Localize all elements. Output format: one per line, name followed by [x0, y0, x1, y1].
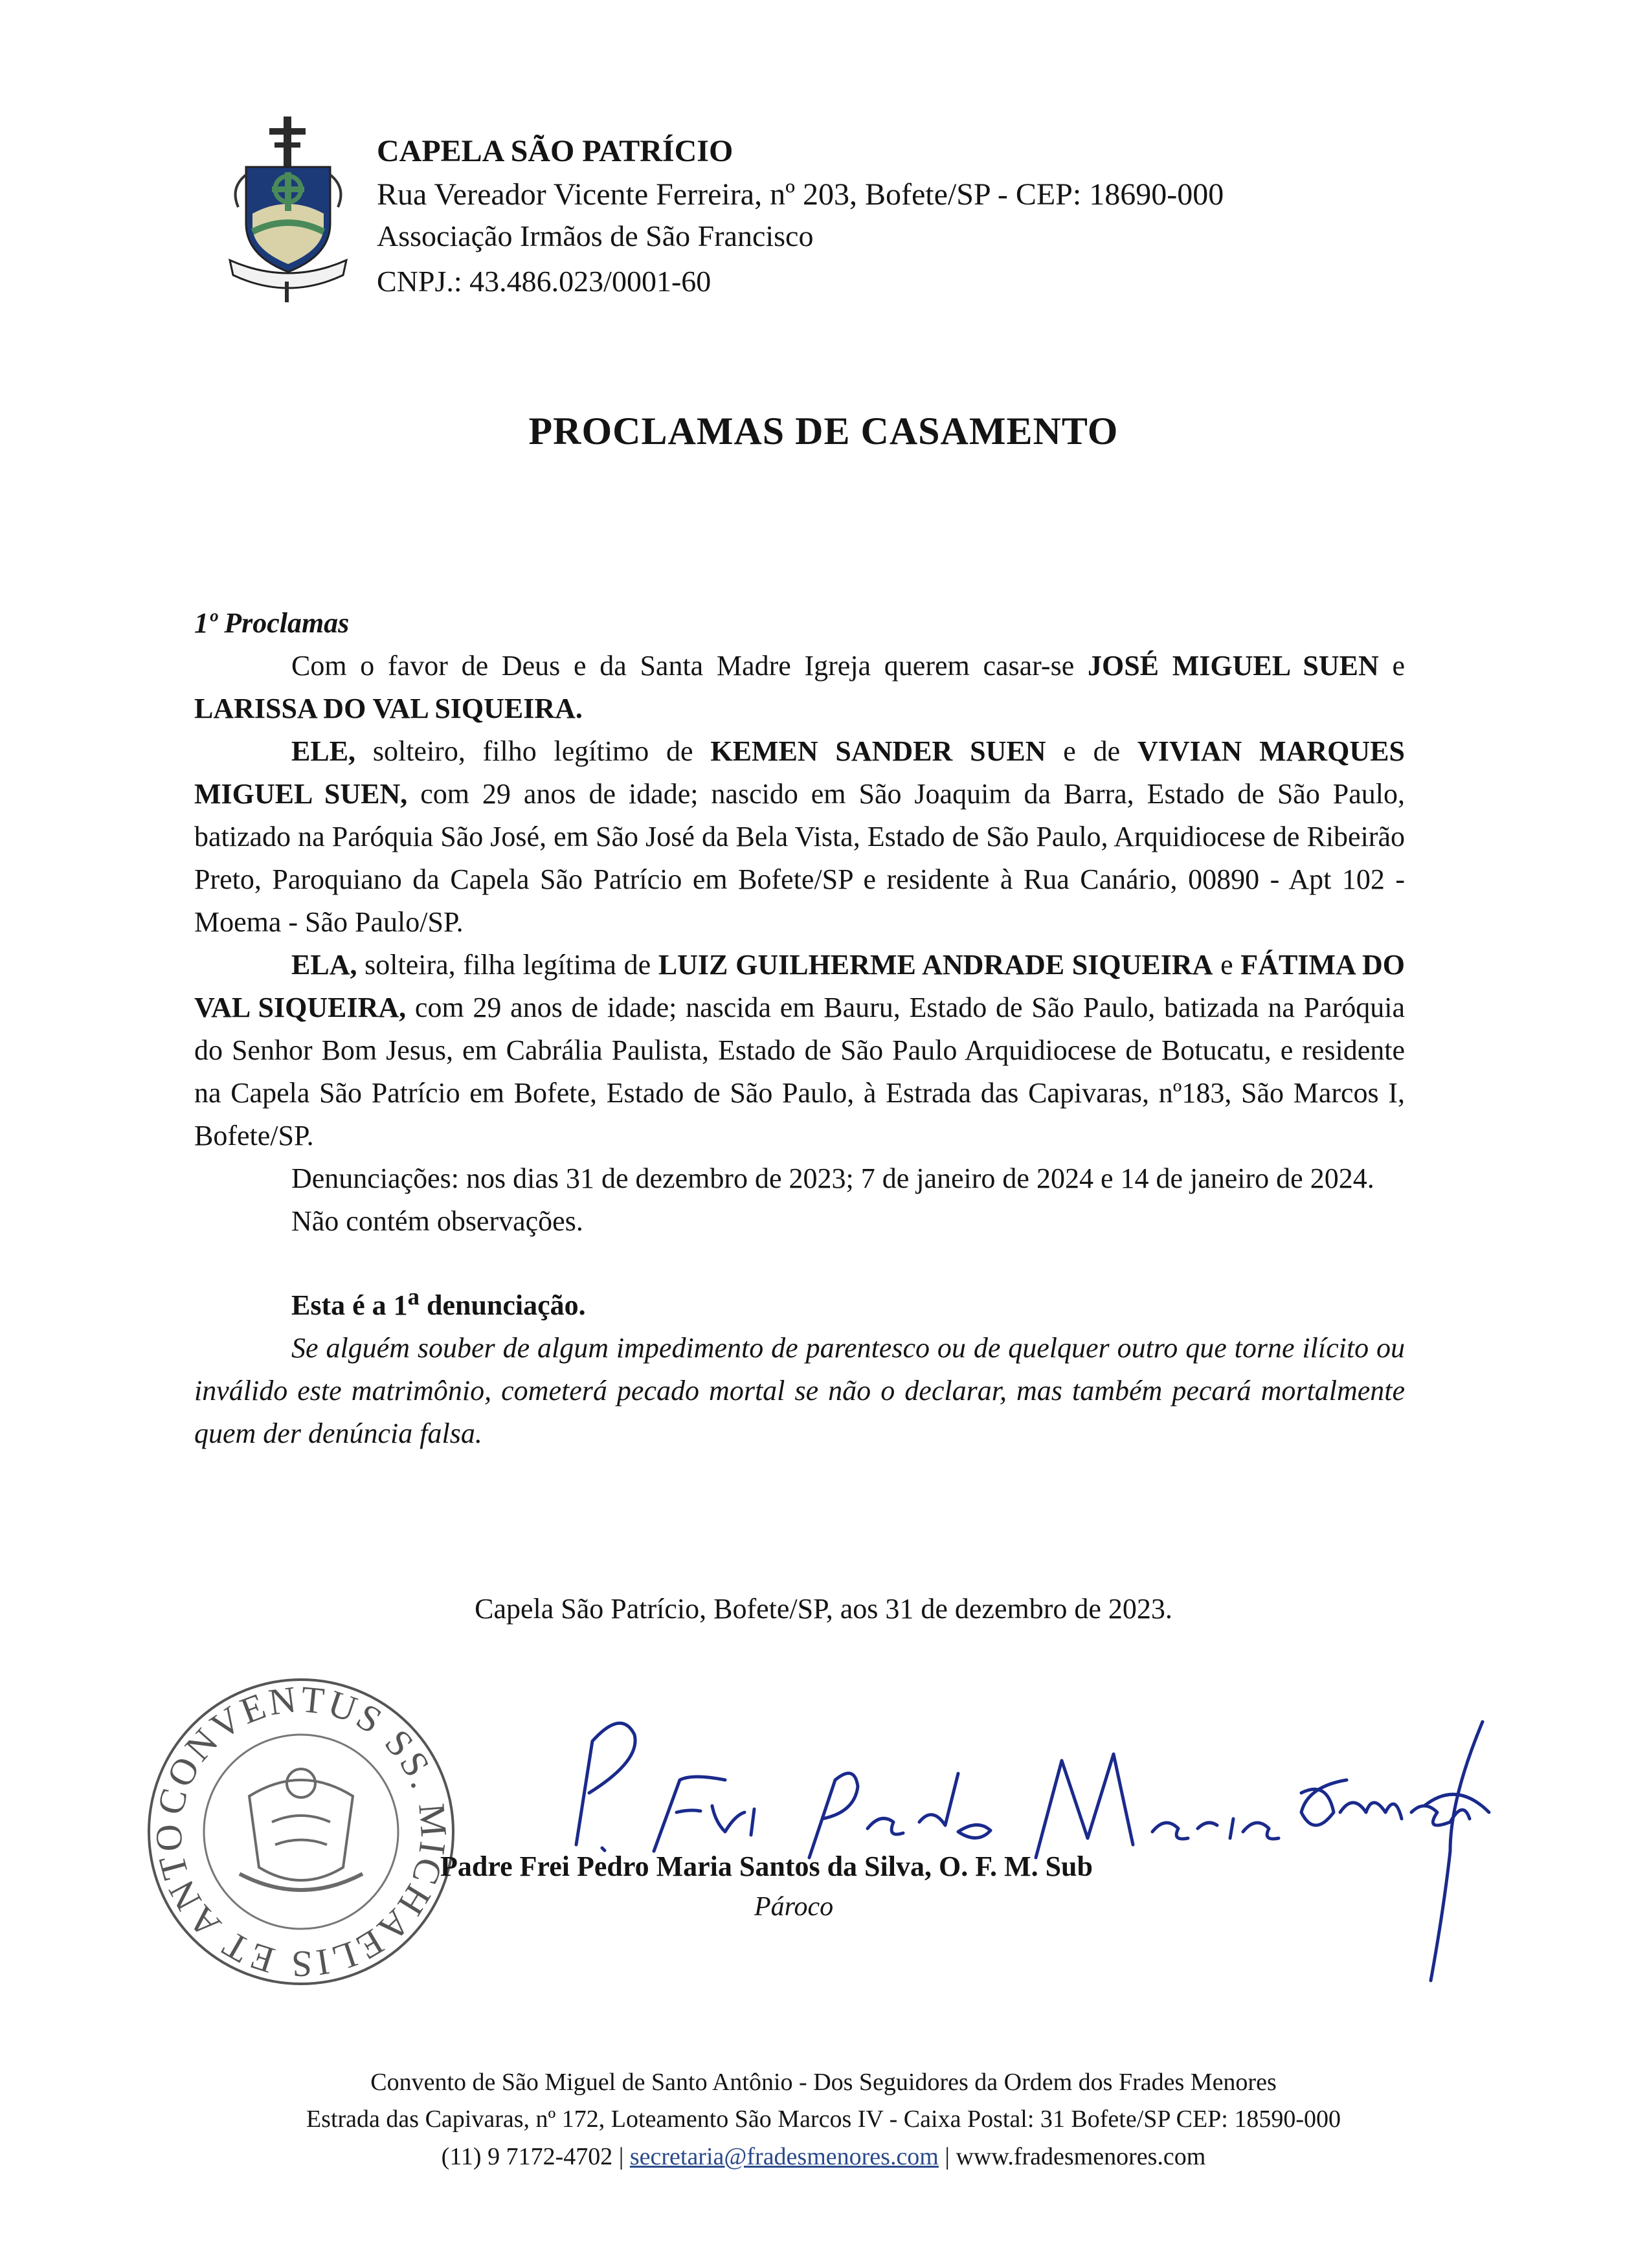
chapel-name: CAPELA SÃO PATRÍCIO — [377, 134, 734, 168]
place-and-date: Capela São Patrício, Bofete/SP, aos 31 de dezembro de 2023. — [475, 1593, 1172, 1625]
warning-paragraph: Se alguém souber de algum impedimento de parentesco ou de quelquer outro que torne ilícito ou inválido este matrimônio, cometerá pecado mortal se não o declarar, mas também pecará mortalmente quem der denúncia falsa. — [194, 1331, 1405, 1449]
bride-text-1: solteira, filha legítima de — [357, 949, 658, 981]
groom-mother: VIVIAN MARQUES MIGUEL SUEN, — [194, 735, 1406, 810]
footer-email-link[interactable]: secretaria@fradesmenores.com — [629, 2143, 939, 2170]
bride-mother: FÁTIMA DO VAL SIQUEIRA, — [194, 949, 1405, 1023]
notice-prefix: Esta é a 1 — [291, 1289, 408, 1321]
groom-details: com 29 anos de idade; nascido em São Joaquim da Barra, Estado de São Paulo, batizado na Paróquia São José, em São José da Bela Vista, Estado de São Paulo, Arquidiocese de Ribeirão Preto, Paroquiano da Capela São Patrício em Bofete/SP e residente à Rua Canário, 00890 - Apt 102 - Moema - São Paulo/SP. — [194, 778, 1405, 938]
section-heading: 1º Proclamas — [194, 607, 350, 639]
chapel-cnpj: CNPJ.: 43.486.023/0001-60 — [377, 265, 711, 298]
bride-paragraph — [194, 944, 1405, 1157]
svg-text:CONVENTUS SS. MICHAELIS ET ANT: CONVENTUS SS. MICHAELIS ET ANTO — [147, 1678, 456, 1986]
groom-label: ELE, — [291, 735, 356, 767]
groom-paragraph — [194, 730, 1405, 944]
groom-father: KEMEN SANDER SUEN — [710, 735, 1046, 767]
bride-text-2: e — [1213, 949, 1241, 981]
signer-name: Padre Frei Pedro Maria Santos da Silva, O. F. M. Sub — [440, 1851, 1093, 1882]
footer-phone: (11) 9 7172-4702 | — [441, 2143, 624, 2170]
footer-website[interactable]: | www.fradesmenores.com — [945, 2143, 1206, 2170]
groom-name: JOSÉ MIGUEL SUEN — [1087, 650, 1379, 682]
document-body — [194, 602, 1405, 1455]
bride-name: LARISSA DO VAL SIQUEIRA. — [194, 693, 583, 724]
document-title: PROCLAMAS DE CASAMENTO — [528, 410, 1119, 452]
observations: Não contém observações. — [291, 1205, 583, 1237]
footer-contacts — [0, 2142, 1647, 2171]
chapel-address: Rua Vereador Vicente Ferreira, nº 203, Bofete/SP - CEP: 18690-000 — [377, 177, 1224, 212]
chapel-association: Associação Irmãos de São Francisco — [377, 219, 814, 252]
groom-text-2: e de — [1046, 735, 1137, 767]
notice-suffix: denunciação. — [419, 1289, 586, 1321]
convent-seal — [142, 1673, 460, 1990]
bride-father: LUIZ GUILHERME ANDRADE SIQUEIRA — [658, 949, 1213, 981]
footer-address: Estrada das Capivaras, nº 172, Loteamento São Marcos IV - Caixa Postal: 31 Bofete/SP CEP: 18590-000 — [306, 2106, 1341, 2133]
footer-convent: Convento de São Miguel de Santo Antônio - Dos Seguidores da Ordem dos Frades Menores — [370, 2069, 1277, 2096]
intro-prefix: Com o favor de Deus e da Santa Madre Igreja querem casar-se — [291, 650, 1088, 682]
bride-label: ELA, — [291, 949, 357, 981]
handwritten-signature — [531, 1683, 1502, 1987]
chapel-coat-of-arms-logo — [227, 117, 350, 304]
signer-role: Pároco — [754, 1892, 834, 1922]
groom-text-1: solteiro, filho legítimo de — [355, 735, 711, 767]
denunciation-dates: Denunciações: nos dias 31 de dezembro de 2023; 7 de janeiro de 2024 e 14 de janeiro de 2024. — [291, 1162, 1374, 1194]
intro-paragraph — [194, 645, 1405, 730]
denunciation-notice — [194, 1275, 1405, 1327]
intro-conj: e — [1378, 650, 1405, 682]
bride-details: com 29 anos de idade; nascida em Bauru, Estado de São Paulo, batizada na Paróquia do Senhor Bom Jesus, em Cabrália Paulista, Estado de São Paulo Arquidiocese de Botucatu, e residente na Capela São Patrício em Bofete, Estado de São Paulo, à Estrada das Capivaras, nº183, São Marcos I, Bofete/SP. — [194, 992, 1406, 1151]
notice-sup: a — [407, 1283, 420, 1309]
